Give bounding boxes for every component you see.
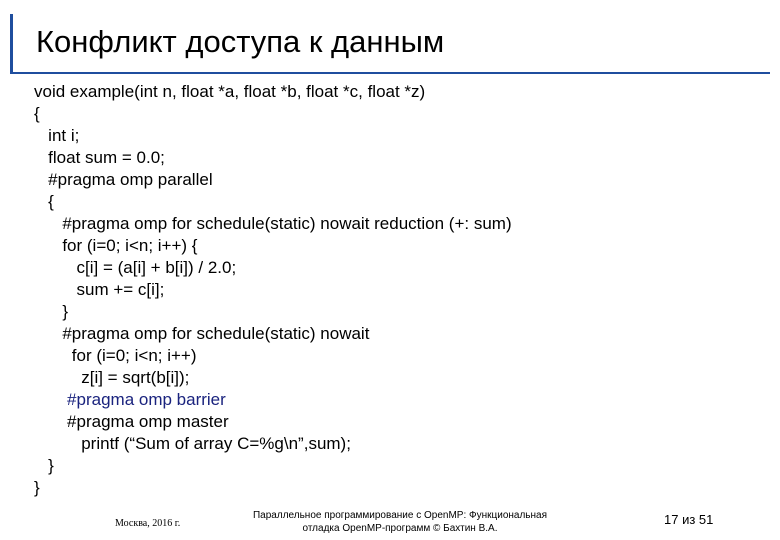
code-line: #pragma omp for schedule(static) nowait xyxy=(34,324,370,343)
title-accent-line xyxy=(10,14,13,74)
code-line: } xyxy=(34,456,54,475)
title-underline xyxy=(10,72,770,74)
footer-course-line: отладка OpenMP-программ © Бахтин В.А. xyxy=(302,523,498,534)
code-line: for (i=0; i<n; i++) { xyxy=(34,236,198,255)
footer-course-line: Параллельное программирование с OpenMP: Функциональная xyxy=(252,510,548,521)
page-number: 17 из 51 xyxy=(664,512,714,527)
code-block xyxy=(34,81,512,499)
code-line: { xyxy=(34,192,54,211)
code-line: { xyxy=(34,104,40,123)
code-line: } xyxy=(34,302,69,321)
code-line: z[i] = sqrt(b[i]); xyxy=(34,368,190,387)
code-line: void example(int n, float *a, float *b, float *c, float *z) xyxy=(34,82,426,101)
footer-location: Москва, 2016 г. xyxy=(115,518,181,529)
title-bar xyxy=(10,14,770,74)
code-line: sum += c[i]; xyxy=(34,280,165,299)
code-line: #pragma omp for schedule(static) nowait reduction (+: sum) xyxy=(34,214,512,233)
code-line: float sum = 0.0; xyxy=(34,148,165,167)
code-line-barrier: #pragma omp barrier xyxy=(34,390,226,409)
slide-title: Конфликт доступа к данным xyxy=(36,24,445,59)
code-line: int i; xyxy=(34,126,80,145)
code-line: printf (“Sum of array C=%g\n”,sum); xyxy=(34,434,351,453)
code-line: #pragma omp parallel xyxy=(34,170,213,189)
code-line: for (i=0; i<n; i++) xyxy=(34,346,197,365)
code-line: c[i] = (a[i] + b[i]) / 2.0; xyxy=(34,258,237,277)
code-line: #pragma omp master xyxy=(34,412,229,431)
footer-course xyxy=(240,509,560,535)
code-line: } xyxy=(34,478,40,497)
